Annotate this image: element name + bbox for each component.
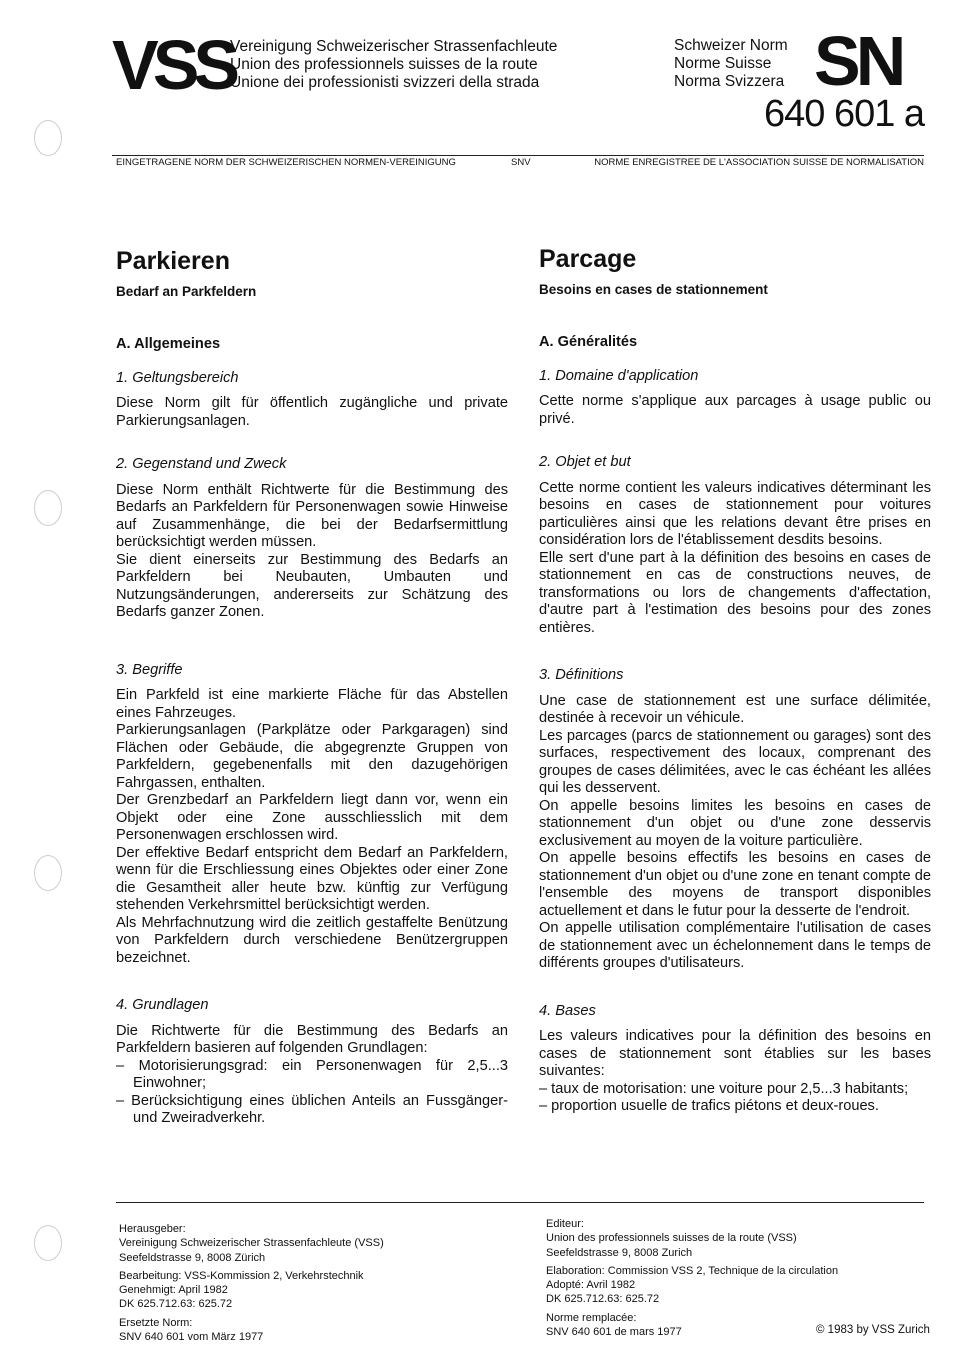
- list-item: – Motorisierungsgrad: ein Personenwagen für 2,5...3 Einwohner;: [116, 1057, 508, 1091]
- section-heading: A. Généralités: [539, 334, 638, 350]
- punch-hole: [34, 490, 62, 526]
- replaced-value: SNV 640 601 vom März 1977: [119, 1331, 264, 1344]
- paragraph-text: Diese Norm gilt für öffentlich zugängliche und private Parkierungsanlagen.: [116, 395, 508, 429]
- norm-type-de: Schweizer Norm: [674, 37, 788, 54]
- page-title: Parcage: [539, 245, 637, 273]
- sn-logo: SN: [814, 22, 902, 100]
- subsection-heading: 2. Gegenstand und Zweck: [116, 456, 287, 472]
- org-name-it: Unione dei professionisti svizzeri della strada: [230, 74, 540, 91]
- norm-type-fr: Norme Suisse: [674, 55, 772, 72]
- paragraph-text: Der effektive Bedarf entspricht dem Bedarf an Parkfeldern, wenn für die Erschliessung eines Objektes oder einer Zone die Gesamtheit aller heute bzw. künftig zur Verfügung stehenden Verkehrsmittel berücksichtigt werden.: [116, 844, 508, 913]
- paragraph-text: Sie dient einerseits zur Bestimmung des Bedarfs an Parkfeldern bei Neubauten, Umbauten und Nutzungsänderungen, andererseits zur Schätzung des Bedarfs ganzer Zonen.: [116, 551, 508, 620]
- replaced-label: Ersetzte Norm:: [119, 1316, 193, 1329]
- publisher-name: Union des professionnels suisses de la route (VSS): [546, 1232, 797, 1245]
- page-title: Parkieren: [116, 247, 230, 275]
- paragraph-text: Als Mehrfachnutzung wird die zeitlich gestaffelte Benützung von Parkfeldern durch verschiedene Benützergruppen bezeichnet.: [116, 914, 508, 966]
- subsection-heading: 1. Geltungsbereich: [116, 369, 239, 386]
- publisher-address: Seefeldstrasse 9, 8008 Zürich: [119, 1251, 266, 1264]
- paragraph-text: Une case de stationnement est une surface délimitée, destinée à recevoir un véhicule.: [539, 692, 931, 726]
- approval-block: [119, 1269, 479, 1312]
- publisher-name: Vereinigung Schweizerischer Strassenfachleute (VSS): [119, 1237, 384, 1250]
- prepared-by: Elaboration: Commission VSS 2, Technique de la circulation: [546, 1264, 839, 1277]
- norm-type-it: Norma Svizzera: [674, 73, 785, 90]
- registered-norm-fr: NORME ENREGISTREE DE L'ASSOCIATION SUISSE DE NORMALISATION: [594, 157, 924, 168]
- organization-names: [230, 38, 557, 92]
- french-column: [539, 244, 931, 1116]
- punch-hole: [34, 1225, 62, 1261]
- replaced-label: Norme remplacée:: [546, 1311, 637, 1324]
- bullet-list: [539, 1081, 931, 1116]
- subsection-heading: 4. Bases: [539, 1002, 596, 1019]
- punch-hole: [34, 855, 62, 891]
- footer-divider: [116, 1202, 924, 1203]
- dk-number: DK 625.712.63: 625.72: [119, 1298, 233, 1311]
- replaced-block: [119, 1316, 479, 1345]
- footer-imprint-de: [119, 1222, 479, 1348]
- subsection-heading: 1. Domaine d'application: [539, 367, 699, 384]
- paragraph: [539, 1028, 931, 1116]
- paragraph-text: Diese Norm enthält Richtwerte für die Bestimmung des Bedarfs an Parkfeldern für Personenwagen sowie Hinweise auf Zusammenhänge, die bei der Bedarfsermittlung berücksichtigt werden müssen.: [116, 481, 508, 550]
- subsection-heading: 3. Begriffe: [116, 661, 183, 678]
- bullet-list: [116, 1058, 508, 1128]
- paragraph-text: Les valeurs indicatives pour la définition des besoins en cases de stationnement sont établies sur les bases suivantes:: [539, 1028, 931, 1079]
- subsection-heading: 4. Grundlagen: [116, 997, 209, 1013]
- paragraph-text: On appelle utilisation complémentaire l'utilisation de cases de stationnement avec un échelonnement dans le temps de différents groupes d'utilisateurs.: [539, 920, 931, 971]
- paragraph: [116, 395, 508, 430]
- paragraph: [116, 687, 508, 967]
- publisher-block: [546, 1217, 906, 1260]
- page-subtitle: Bedarf an Parkfeldern: [116, 284, 257, 299]
- paragraph-text: Ein Parkfeld ist eine markierte Fläche für das Abstellen eines Fahrzeuges.: [116, 687, 508, 721]
- registered-snv: SNV: [511, 157, 531, 168]
- paragraph-text: Die Richtwerte für die Bestimmung des Bedarfs an Parkfeldern basieren auf folgenden Grundlagen:: [116, 1022, 508, 1056]
- paragraph-text: On appelle besoins effectifs les besoins en cases de stationnement d'un objet ou d'une zone en tenant compte de l'ensemble des moyens de transport disponibles actuellement et dans le futur pour la desserte de l'endroit.: [539, 850, 931, 919]
- publisher-label: Editeur:: [546, 1218, 584, 1230]
- norm-number: 640 601 a: [764, 93, 925, 135]
- paragraph-text: Cette norme contient les valeurs indicatives déterminant les besoins en cases de stationnement pour voitures particulières ainsi que les relations devant être prises en considération lors de l'établissement desdits besoins.: [539, 479, 931, 548]
- approved-date: Adopté: Avril 1982: [546, 1279, 636, 1292]
- org-name-fr: Union des professionnels suisses de la route: [230, 56, 538, 73]
- paragraph-text: On appelle besoins limites les besoins en cases de stationnement d'un objet ou d'une zone desservis exclusivement au moyen de la voiture particulière.: [539, 797, 931, 849]
- header-divider: [112, 155, 924, 156]
- paragraph-text: Elle sert d'une part à la définition des besoins en cases de stationnement en cas de constructions neuves, de transformations ou lors de changements d'affectation, d'autre part à l'estimation des besoins pour des zones entières.: [539, 549, 931, 636]
- approval-block: [546, 1264, 906, 1307]
- replaced-value: SNV 640 601 de mars 1977: [546, 1326, 682, 1339]
- paragraph: [539, 393, 931, 428]
- dk-number: DK 625.712.63: 625.72: [546, 1293, 660, 1306]
- paragraph: [116, 482, 508, 622]
- german-column: [116, 246, 508, 1128]
- publisher-block: [119, 1222, 479, 1265]
- org-name-de: Vereinigung Schweizerischer Strassenfachleute: [230, 38, 558, 55]
- paragraph-text: Les parcages (parcs de stationnement ou garages) sont des surfaces, respectivement des locaux, comprenant des groupes de cases délimitées, avec le cas échéant les allées qui les desservent.: [539, 727, 931, 796]
- list-item: – taux de motorisation: une voiture pour 2,5...3 habitants;: [539, 1080, 909, 1097]
- paragraph-text: Der Grenzbedarf an Parkfeldern liegt dann vor, wenn ein Objekt oder eine Zone ausschliesslich mit dem Personenwagen erschlossen wird.: [116, 792, 508, 843]
- paragraph: [116, 1023, 508, 1128]
- publisher-label: Herausgeber:: [119, 1223, 186, 1235]
- paragraph-text: Parkierungsanlagen (Parkplätze oder Parkgaragen) sind Flächen oder Gebäude, die abgegrenzte Gruppen von Parkfeldern, gegebenenfalls mit den dazugehörigen Fahrgassen, enthalten.: [116, 722, 508, 791]
- vss-logo: VSS: [112, 26, 235, 104]
- list-item: – Berücksichtigung eines üblichen Anteils an Fussgänger- und Zweiradverkehr.: [116, 1092, 508, 1126]
- section-heading: A. Allgemeines: [116, 336, 221, 352]
- paragraph-text: Cette norme s'applique aux parcages à usage public ou privé.: [539, 393, 931, 427]
- norm-type-names: [674, 37, 788, 91]
- approved-date: Genehmigt: April 1982: [119, 1284, 228, 1297]
- prepared-by: Bearbeitung: VSS-Kommission 2, Verkehrstechnik: [119, 1269, 364, 1282]
- paragraph: [539, 693, 931, 973]
- paragraph: [539, 480, 931, 638]
- page-subtitle: Besoins en cases de stationnement: [539, 282, 768, 297]
- registered-norm-de: EINGETRAGENE NORM DER SCHWEIZERISCHEN NORMEN-VEREINIGUNG: [116, 157, 456, 168]
- publisher-address: Seefeldstrasse 9, 8008 Zurich: [546, 1246, 693, 1259]
- subsection-heading: 3. Définitions: [539, 667, 624, 683]
- list-item: – proportion usuelle de trafics piétons et deux-roues.: [539, 1098, 879, 1114]
- copyright: © 1983 by VSS Zurich: [816, 1324, 930, 1336]
- subsection-heading: 2. Objet et but: [539, 454, 631, 470]
- punch-hole: [34, 120, 62, 156]
